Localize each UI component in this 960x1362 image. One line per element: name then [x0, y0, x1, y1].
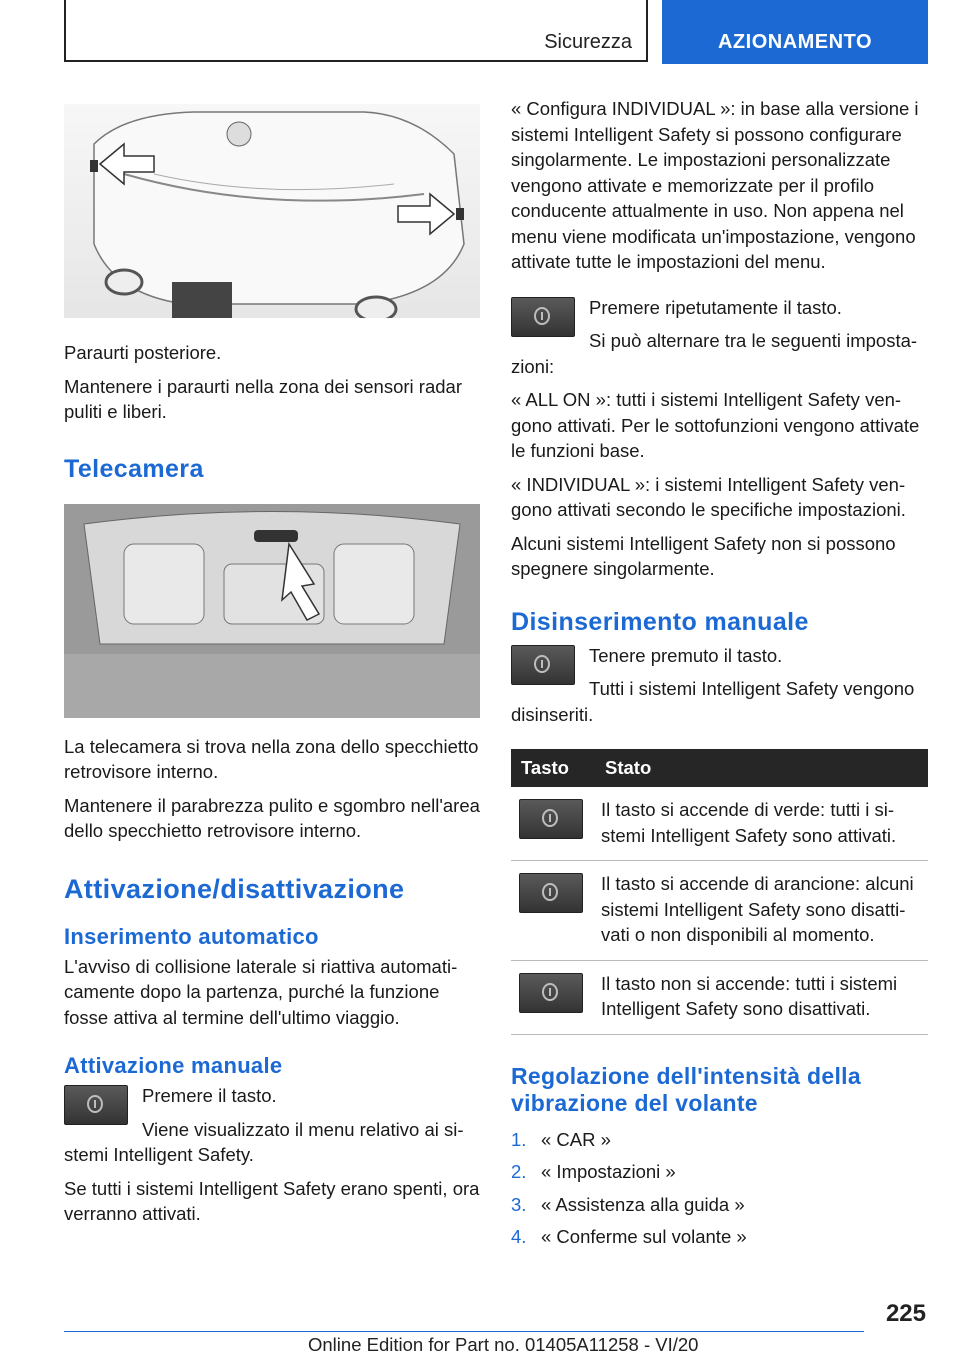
- step-text: « CAR »: [541, 1128, 611, 1150]
- chapter-tab[interactable]: AZIONAMENTO: [662, 0, 928, 64]
- deact-text-2: Tutti i sistemi Intelligent Safety vengono disinseriti.: [511, 678, 915, 725]
- safety-button-icon: [519, 973, 583, 1013]
- list-item: [511, 1224, 928, 1250]
- table-cell-state: Il tasto non si accende: tutti i sistemi Intelligent Safety sono disattivati.: [595, 960, 928, 1034]
- manual-heading: Attivazione manuale: [64, 1053, 283, 1078]
- step-number: 4.: [511, 1226, 527, 1247]
- step-text: « Conferme sul volante »: [541, 1226, 747, 1247]
- step-text: « Assistenza alla guida »: [541, 1193, 745, 1215]
- bumper-caption: Paraurti posteriore.: [64, 342, 222, 363]
- individual-mode-text: « INDIVIDUAL »: i sistemi Intelligent Safety vengono attivati secondo le specifiche impostazioni.: [511, 473, 906, 520]
- step-text: « Impostazioni »: [541, 1161, 676, 1182]
- left-column: [64, 96, 480, 1235]
- safety-glyph-icon: [542, 983, 558, 1001]
- camera-text-1: La telecamera si trova nella zona dello specchietto retrovisore interno.: [64, 735, 479, 782]
- auto-text: L'avviso di collisione laterale si riattiva automaticamente dopo la partenza, purché la funzione fosse attiva al termine dell'ultimo viaggio.: [64, 955, 458, 1028]
- safety-glyph-icon: [542, 809, 558, 827]
- table-header-state: Stato: [595, 749, 928, 787]
- deactivation-heading: Disinserimento manuale: [511, 607, 809, 636]
- camera-text-2: Mantenere il parabrezza pulito e sgombro nell'area dello specchietto retrovisore interno.: [64, 794, 480, 841]
- rear-bumper-illustration: [64, 104, 480, 318]
- safety-button-icon: [64, 1085, 128, 1125]
- repeat-text-2: Si può alternare tra le seguenti impostazioni:: [511, 330, 918, 377]
- deact-text-1: Tenere premuto il tasto.: [589, 644, 783, 666]
- step-number: 2.: [511, 1161, 527, 1182]
- safety-glyph-icon: [542, 883, 558, 901]
- manual-text-1: Premere il tasto.: [142, 1085, 277, 1106]
- list-item: [511, 1127, 928, 1153]
- manual-text-2: Viene visualizzato il menu relativo ai sistemi Intelligent Safety.: [64, 1118, 464, 1165]
- camera-heading: Telecamera: [64, 454, 204, 483]
- table-header-key: Tasto: [511, 749, 595, 787]
- footer-divider: [64, 1331, 864, 1332]
- list-item: [511, 1192, 928, 1218]
- individual-text: « Configura INDIVIDUAL »: in base alla versione i sistemi Intelligent Safety si possono configurare singolarmente. Le impostazioni personalizzate vengono attivate e memorizzate per il profilo conducente attualmente in uso. Non appena nel menu viene modificata un'impostazione, vengono attivate tutte le impostazioni del menu.: [511, 98, 919, 272]
- safety-glyph-icon: [534, 307, 550, 325]
- safety-button-icon: [519, 799, 583, 839]
- table-cell-state: Il tasto si accende di arancione: alcuni sistemi Intelligent Safety sono disattivati o non disponibili al momento.: [595, 861, 928, 961]
- right-column: [511, 96, 928, 1257]
- safety-glyph-icon: [534, 655, 550, 673]
- vibration-heading: Regolazione dell'intensità della vibrazione del volante: [511, 1062, 861, 1116]
- safety-glyph-icon: [87, 1095, 103, 1113]
- step-number: 3.: [511, 1193, 527, 1215]
- activation-heading: Attivazione/disattivazione: [64, 873, 405, 904]
- step-number: 1.: [511, 1128, 527, 1150]
- footer-edition: Online Edition for Part no. 01405A11258 - VI/20: [308, 1334, 699, 1355]
- interior-camera-illustration: [64, 504, 480, 718]
- page-number: 225: [885, 1300, 926, 1327]
- steps-list: [511, 1127, 928, 1250]
- safety-button-icon: [511, 297, 575, 337]
- allon-text: « ALL ON »: tutti i sistemi Intelligent Safety vengono attivati. Per le sottofunzioni vengono attivate le funzioni base.: [511, 389, 920, 461]
- safety-button-icon: [519, 873, 583, 913]
- auto-heading: Inserimento automatico: [64, 923, 319, 949]
- page-header: [64, 0, 928, 64]
- table-row: [511, 861, 928, 961]
- repeat-text-1: Premere ripetutamente il tasto.: [589, 296, 842, 318]
- safety-button-icon: [511, 645, 575, 685]
- some-systems-text: Alcuni sistemi Intelligent Safety non si possono spegnere singolarmente.: [511, 532, 896, 579]
- table-row: [511, 960, 928, 1034]
- section-tab[interactable]: Sicurezza: [64, 0, 648, 62]
- manual-text-3: Se tutti i sistemi Intelligent Safety erano spenti, ora verranno attivati.: [64, 1177, 480, 1224]
- list-item: [511, 1159, 928, 1185]
- status-table: [511, 749, 928, 1035]
- table-cell-state: Il tasto si accende di verde: tutti i sistemi Intelligent Safety sono attivati.: [595, 787, 928, 861]
- bumper-text: Mantenere i paraurti nella zona dei sensori radar puliti e liberi.: [64, 375, 462, 422]
- table-row: [511, 787, 928, 861]
